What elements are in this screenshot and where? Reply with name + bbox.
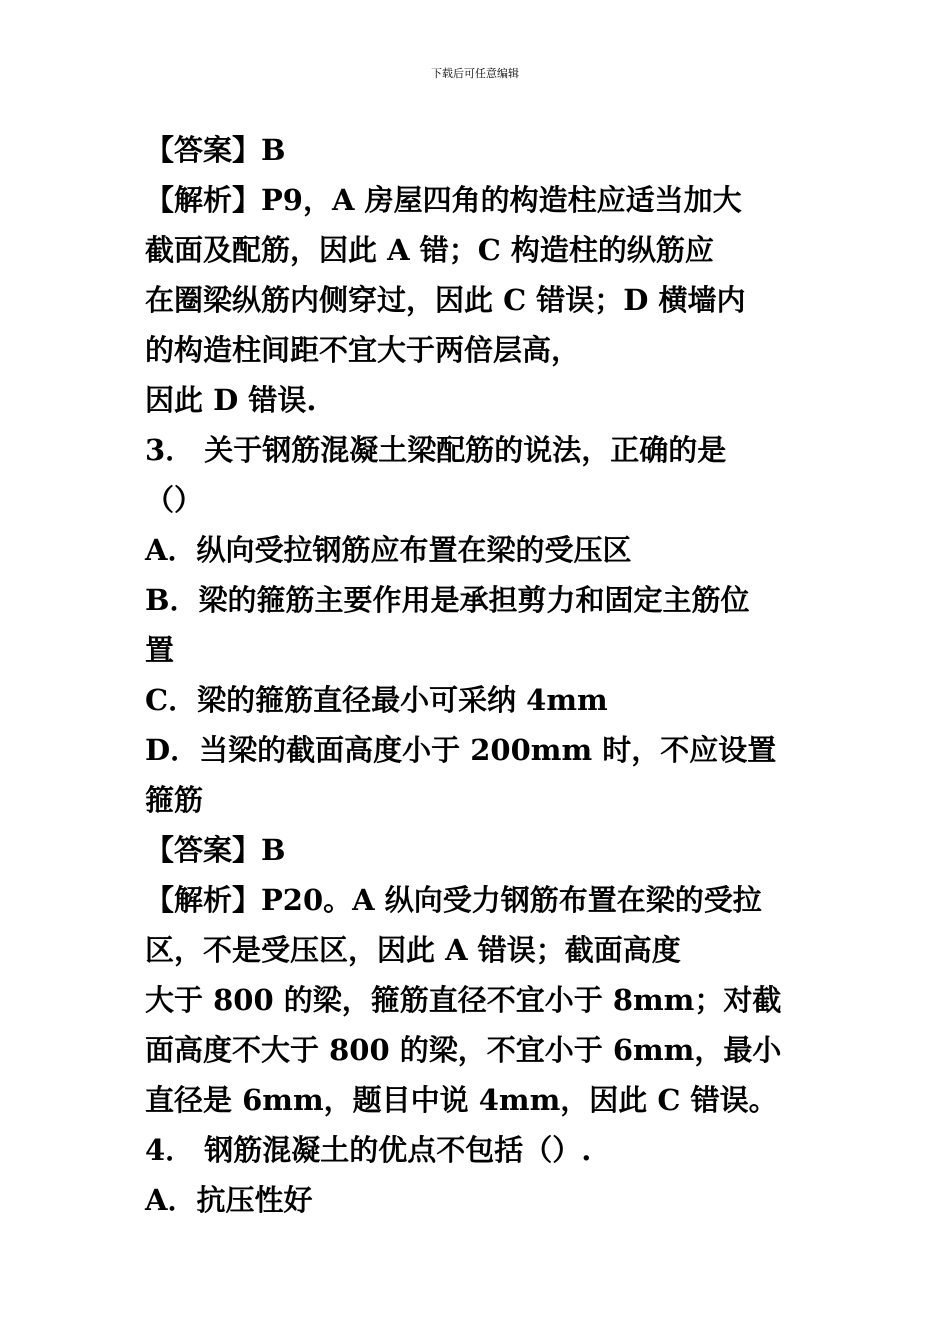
answer-line-q2: 【答案】B <box>145 133 286 167</box>
question-4-stem: 4． 钢筋混凝土的优点不包括（）. <box>145 1133 592 1167</box>
explanation-line-q3-2: 区，不是受压区，因此 A 错误；截面高度 <box>145 933 681 967</box>
explanation-line-q2-1: 【解析】P9，A 房屋四角的构造柱应适当加大 <box>145 183 742 217</box>
explanation-line-q3-3: 大于 800 的梁，箍筋直径不宜小于 8mm；对截 <box>145 983 782 1017</box>
explanation-line-q2-3: 在圈梁纵筋内侧穿过，因此 C 错误；D 横墙内 <box>145 283 746 317</box>
question-3-option-b: B．梁的箍筋主要作用是承担剪力和固定主筋位 <box>145 583 750 617</box>
explanation-line-q3-5: 直径是 6mm，题目中说 4mm，因此 C 错误。 <box>145 1083 778 1117</box>
answer-line-q3: 【答案】B <box>145 833 286 867</box>
explanation-line-q3-1: 【解析】P20。A 纵向受力钢筋布置在梁的受拉 <box>145 883 762 917</box>
question-3-option-d-cont: 箍筋 <box>145 783 204 817</box>
question-4-option-a: A．抗压性好 <box>145 1183 313 1217</box>
document-body <box>145 125 810 1225</box>
page-header: 下载后可任意编辑 <box>431 67 519 80</box>
explanation-line-q2-5: 因此 D 错误. <box>145 383 317 417</box>
explanation-line-q2-2: 截面及配筋，因此 A 错；C 构造柱的纵筋应 <box>145 233 714 267</box>
question-3-stem-cont: （） <box>145 483 204 517</box>
question-3-stem: 3． 关于钢筋混凝土梁配筋的说法，正确的是 <box>145 433 727 467</box>
explanation-line-q3-4: 面高度不大于 800 的梁，不宜小于 6mm，最小 <box>145 1033 782 1067</box>
question-3-option-a: A．纵向受拉钢筋应布置在梁的受压区 <box>145 533 632 567</box>
explanation-line-q2-4: 的构造柱间距不宜大于两倍层高， <box>145 333 581 367</box>
question-3-option-d: D．当梁的截面高度小于 200mm 时，不应设置 <box>145 733 777 767</box>
question-3-option-c: C．梁的箍筋直径最小可采纳 4mm <box>145 683 608 717</box>
question-3-option-b-cont: 置 <box>145 633 175 667</box>
